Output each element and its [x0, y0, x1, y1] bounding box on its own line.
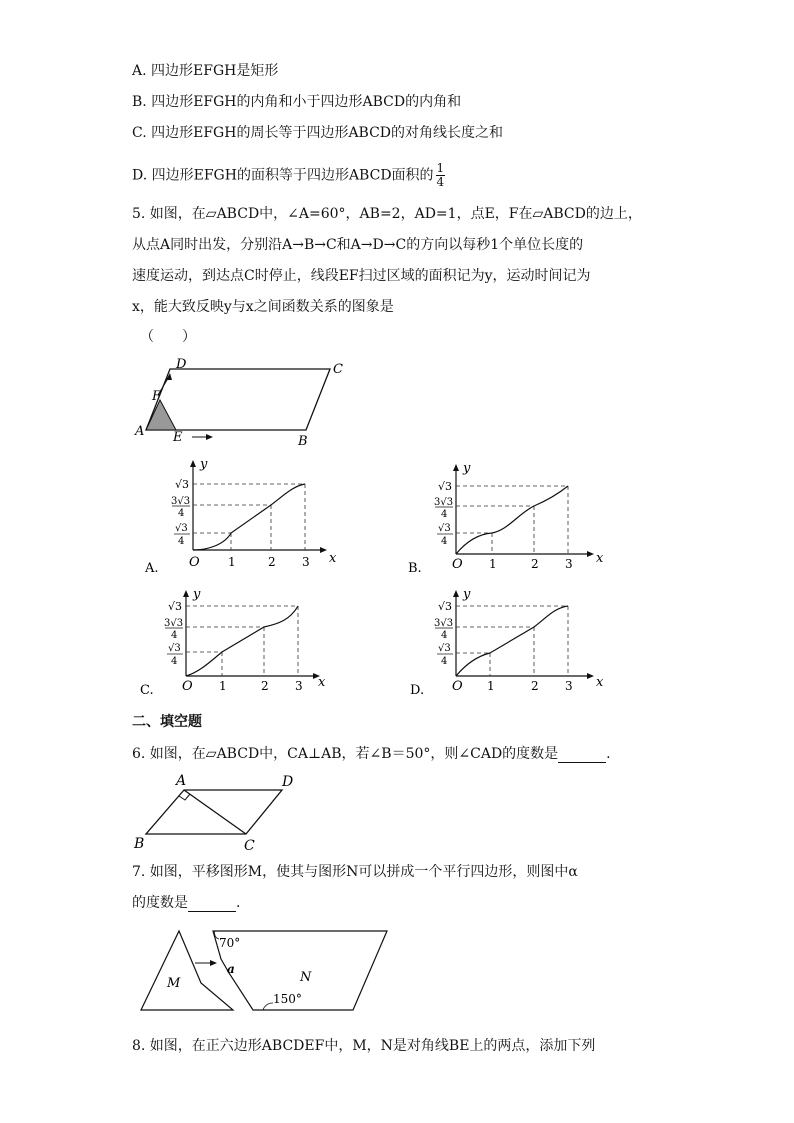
svg-text:4: 4: [178, 508, 185, 519]
svg-text:√3: √3: [438, 643, 451, 654]
svg-text:3√3: 3√3: [434, 618, 454, 629]
section-heading: 二、填空题: [132, 714, 202, 730]
svg-text:2: 2: [261, 679, 269, 693]
q5-line2: 从点A同时出发，分别沿A→B→C和A→D→C的方向以每秒1个单位长度的: [132, 237, 584, 253]
label-b: B: [298, 434, 308, 449]
svg-text:y: y: [463, 461, 471, 476]
q6-parallelogram-figure: [132, 770, 312, 855]
svg-text:4: 4: [171, 656, 178, 667]
svg-text:3√3: 3√3: [164, 618, 184, 629]
q7-line1: 7. 如图，平移图形M，使其与图形N可以拼成一个平行四边形，则图中α: [132, 864, 578, 880]
svg-text:4: 4: [441, 630, 448, 641]
svg-text:O: O: [189, 555, 200, 570]
svg-text:√3: √3: [438, 480, 453, 493]
svg-text:1: 1: [228, 555, 236, 569]
svg-text:2: 2: [531, 679, 539, 693]
q5-line1: 5. 如图，在▱ABCD中，∠A=60°，AB=2，AD=1，点E，F在▱ABCD的边上，: [132, 206, 642, 222]
svg-text:4: 4: [441, 509, 448, 520]
q6-label-c: C: [244, 838, 255, 854]
graph-option-b: [408, 462, 608, 578]
graph-c-label: C.: [140, 683, 154, 698]
svg-text:x: x: [318, 675, 326, 690]
svg-text:O: O: [182, 679, 193, 694]
q5-parallelogram-figure: [130, 355, 360, 449]
q7-line2: 的度数是 .: [132, 895, 241, 911]
svg-text:√3: √3: [175, 478, 190, 491]
svg-text:√3: √3: [438, 600, 453, 613]
option-d: [132, 162, 445, 189]
graph-a-label: A.: [145, 561, 159, 576]
svg-text:O: O: [452, 679, 463, 694]
q7-label-m: M: [167, 976, 181, 991]
graph-option-d: [408, 587, 608, 698]
label-f: F: [152, 389, 162, 404]
q7-label-n: N: [300, 970, 312, 985]
q6-text: 6. 如图，在▱ABCD中，CA⊥AB，若∠B＝50°，则∠CAD的度数是 .: [132, 746, 611, 762]
label-d: D: [176, 357, 187, 372]
svg-text:4: 4: [441, 656, 448, 667]
q7-label-70: 70°: [219, 936, 241, 950]
label-a: A: [135, 424, 145, 439]
svg-text:4: 4: [178, 536, 185, 547]
graph-b-label: B.: [408, 561, 422, 576]
svg-text:4: 4: [171, 630, 178, 641]
svg-text:√3: √3: [168, 643, 181, 654]
svg-text:x: x: [329, 551, 337, 566]
svg-text:3: 3: [295, 679, 303, 693]
option-c: C. 四边形EFGH的周长等于四边形ABCD的对角线长度之和: [132, 125, 504, 141]
q7-label-alpha: a: [227, 962, 235, 976]
svg-text:1: 1: [219, 679, 227, 693]
svg-text:y: y: [200, 457, 208, 472]
q7-label-150: 150°: [273, 992, 302, 1006]
fraction-one-quarter: $\frac{1}{4}$: [436, 161, 445, 189]
svg-text:√3: √3: [438, 523, 451, 534]
svg-text:y: y: [193, 587, 201, 602]
svg-text:1: 1: [487, 679, 495, 693]
svg-text:3: 3: [302, 555, 310, 569]
q5-line3: 速度运动，到达点C时停止，线段EF扫过区域的面积记为y，运动时间记为: [132, 268, 591, 284]
q8-line1: 8. 如图，在正六边形ABCDEF中，M，N是对角线BE上的两点，添加下列: [132, 1038, 596, 1054]
svg-text:3√3: 3√3: [171, 496, 191, 507]
q5-line4: x，能大致反映y与x之间函数关系的图象是: [132, 299, 394, 315]
svg-text:O: O: [452, 557, 463, 572]
svg-text:3: 3: [565, 679, 573, 693]
svg-text:1: 1: [489, 557, 497, 571]
svg-text:2: 2: [268, 555, 276, 569]
svg-text:4: 4: [441, 536, 448, 547]
label-c: C: [333, 362, 343, 377]
q6-label-d: D: [282, 774, 294, 790]
option-a: A. 四边形EFGH是矩形: [132, 63, 279, 79]
svg-text:√3: √3: [175, 523, 188, 534]
svg-text:x: x: [596, 551, 604, 566]
q7-answer-blank[interactable]: [188, 897, 236, 912]
svg-text:3: 3: [565, 557, 573, 571]
graph-option-a: [145, 458, 345, 578]
svg-text:2: 2: [531, 557, 539, 571]
q5-answer-paren: （ ）: [140, 329, 196, 345]
option-b: B. 四边形EFGH的内角和小于四边形ABCD的内角和: [132, 94, 462, 110]
graph-option-c: [138, 588, 338, 698]
q6-label-b: B: [134, 836, 145, 852]
q6-label-a: A: [176, 773, 187, 789]
option-d-text: D. 四边形EFGH的面积等于四边形ABCD面积的: [132, 167, 434, 184]
graph-d-label: D.: [410, 683, 425, 698]
svg-text:√3: √3: [168, 600, 183, 613]
label-e: E: [173, 430, 183, 445]
q6-answer-blank[interactable]: [558, 748, 606, 763]
svg-text:y: y: [463, 587, 471, 602]
svg-text:x: x: [596, 675, 604, 690]
q7-shapes-figure: [135, 925, 395, 1015]
svg-text:3√3: 3√3: [434, 497, 454, 508]
